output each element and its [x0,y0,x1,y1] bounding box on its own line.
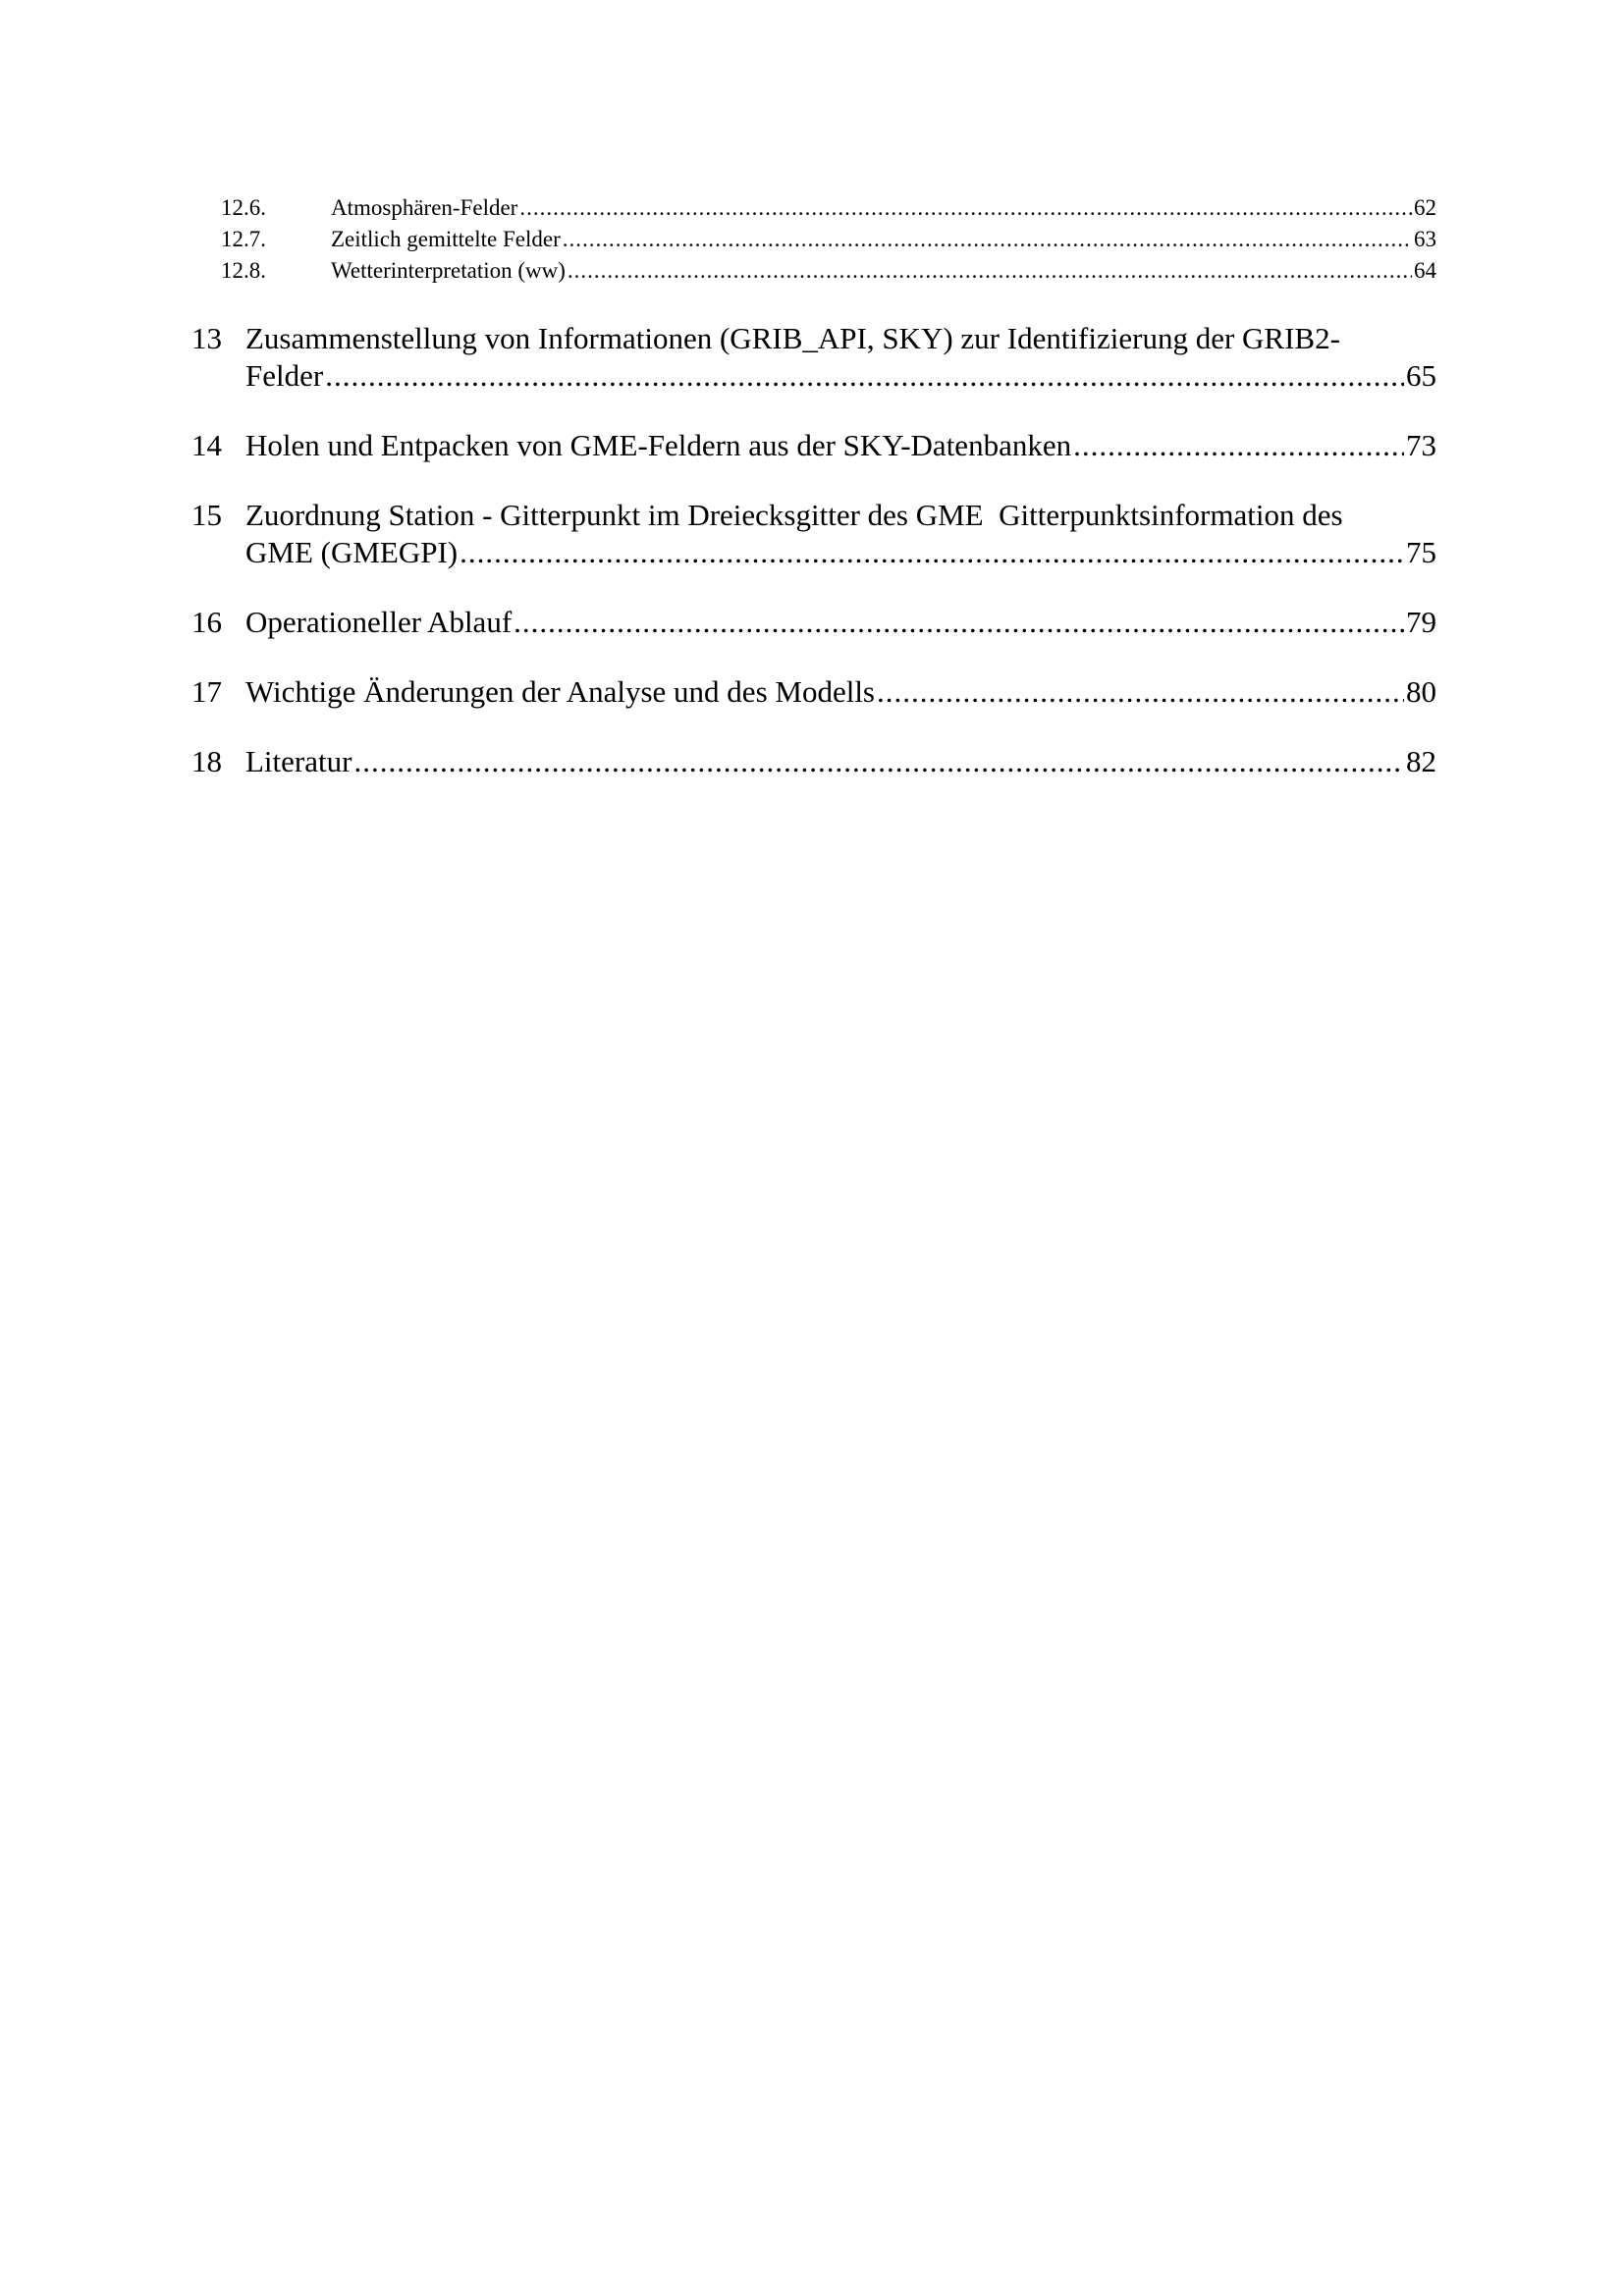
toc-entry-title: Zuordnung Station - Gitterpunkt im Dreiecksgitter des GME Gitterpunktsinformation des [245,498,1343,532]
toc-entry-title: Atmosphären-Felder [331,195,518,220]
toc-entry-number: 15 [191,498,222,532]
dot-leader [325,357,1404,395]
toc-entry-13[interactable] [191,320,1436,395]
toc-entry-title: Operationeller Ablauf [245,605,513,639]
toc-entry-page: 63 [1414,227,1436,251]
toc-entry-18[interactable] [191,743,1436,780]
toc-entry-title-line1 [245,320,1436,357]
toc-entry-15[interactable] [191,497,1436,571]
dot-leader [353,743,1404,780]
dot-leader [563,224,1412,255]
toc-entry-title: Literatur [245,744,352,778]
toc-entry-number: 12.6. [221,195,266,220]
dot-leader [568,255,1412,287]
toc-entry-number: 12.7. [221,227,266,251]
toc-entry-body [245,497,1436,571]
toc-entry-body [245,743,1436,780]
spacer [191,571,1436,604]
toc-entry-title-continued: GME (GMEGPI) [245,535,459,569]
toc-entry-12-8[interactable] [191,255,1436,287]
toc-entry-page: 64 [1414,258,1436,283]
toc-entry-body [245,427,1436,464]
toc-entry-title-line [245,673,1436,711]
toc-entry-body [245,320,1436,395]
toc-entry-title-line [245,427,1436,464]
toc-entry-14[interactable] [191,427,1436,464]
toc-entry-16[interactable] [191,604,1436,641]
toc-entry-page: 73 [1406,428,1436,462]
spacer [191,464,1436,497]
toc-entry-title: Holen und Entpacken von GME-Feldern aus der SKY-Datenbanken [245,428,1072,462]
toc-entry-body [245,673,1436,711]
dot-leader [514,604,1404,641]
toc-entry-page: 82 [1406,744,1436,778]
toc-entry-title-line2 [245,357,1436,395]
toc-entry-number: 13 [191,321,222,355]
toc-entry-17[interactable] [191,673,1436,711]
toc-entry-title-line1 [245,497,1436,534]
toc-entry-page: 62 [1414,195,1436,220]
toc-entry-number: 16 [191,605,222,639]
toc-entry-12-7[interactable] [191,224,1436,255]
toc-entry-page: 80 [1406,674,1436,709]
toc-entry-number: 18 [191,744,222,778]
toc-entry-body [245,604,1436,641]
toc-entry-title-continued: Felder [245,358,324,393]
spacer [191,711,1436,743]
toc-entry-title-line [245,604,1436,641]
toc-entry-title-line [245,743,1436,780]
dot-leader [877,673,1404,711]
dot-leader [1073,427,1404,464]
spacer [191,641,1436,673]
toc-entry-title-line2 [245,534,1436,571]
table-of-contents [191,192,1436,780]
toc-entry-page: 75 [1406,535,1436,569]
toc-entry-title: Zusammenstellung von Informationen (GRIB_API, SKY) zur Identifizierung der GRIB2- [245,321,1340,355]
dot-leader [519,192,1412,224]
toc-entry-number: 12.8. [221,258,266,283]
toc-entry-title: Zeitlich gemittelte Felder [331,227,561,251]
toc-entry-number: 14 [191,428,222,462]
spacer [191,395,1436,427]
toc-entry-number: 17 [191,674,222,709]
toc-entry-title: Wetterinterpretation (ww) [331,258,566,283]
dot-leader [460,534,1404,571]
toc-entry-title: Wichtige Änderungen der Analyse und des Modells [245,674,875,709]
toc-entry-page: 79 [1406,605,1436,639]
toc-entry-12-6[interactable] [191,192,1436,224]
toc-entry-page: 65 [1406,358,1436,393]
spacer [191,287,1436,320]
